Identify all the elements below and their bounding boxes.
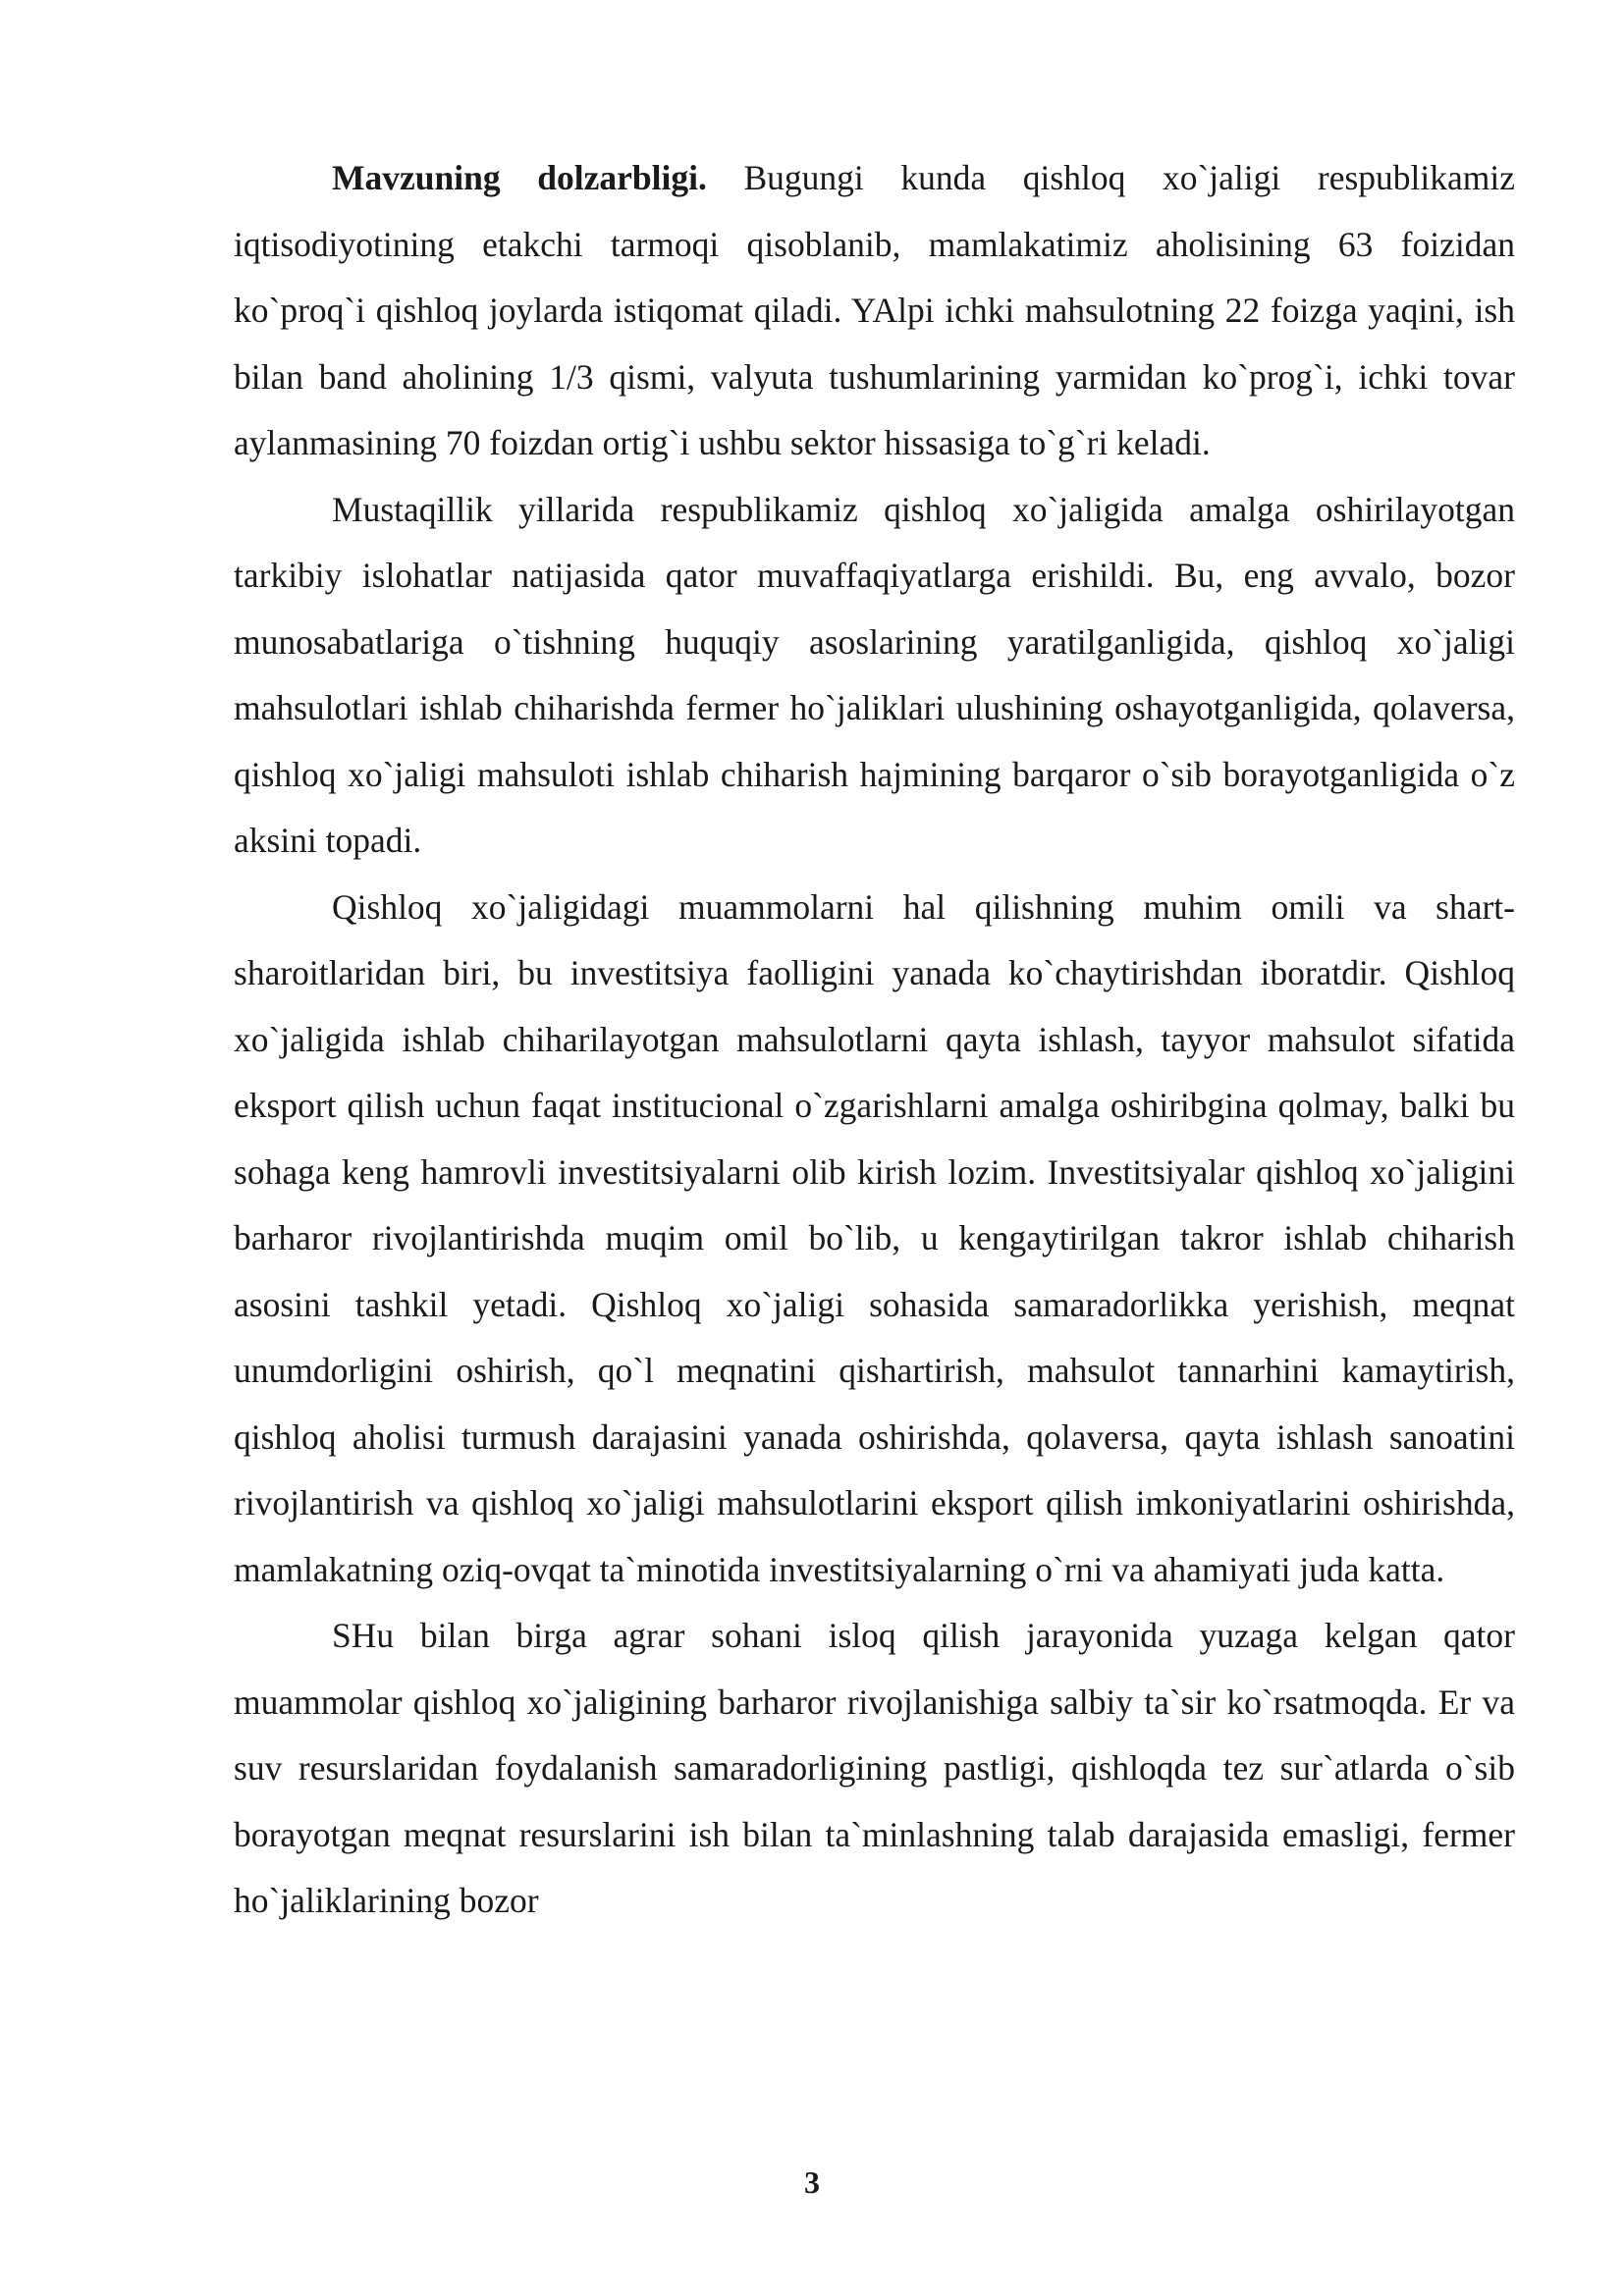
paragraph-lead-heading: Mavzuning dolzarbligi.: [332, 158, 707, 197]
paragraph-relevance: [234, 145, 1515, 477]
paragraph-problems: SHu bilan birga agrar sohani isloq qilish jarayonida yuzaga kelgan qator muammolar qishloq xo`jaligining barharor rivojlanishiga salbiy ta`sir ko`rsatmoqda. Er va suv resurslaridan foydalanish samaradorligining pastligi, qishloqda tez sur`atlarda o`sib borayotgan meqnat resurslarini ish bilan ta`minlashning talab darajasida emasligi, fermer ho`jaliklarining bozor: [234, 1616, 1515, 1920]
paragraph-text: Bugungi kunda qishloq xo`jaligi respublikamiz iqtisodiyotining etakchi tarmoqi qisoblanib, mamlakatimiz aholisining 63 foizidan ko`proq`i qishloq joylarda istiqomat qiladi. YAlpi ichki mahsulotning 22 foizga yaqini, ish bilan band aholining 1/3 qismi, valyuta tushumlarining yarmidan ko`prog`i, ichki tovar aylanmasining 70 foizdan ortig`i ushbu sektor hissasiga to`g`ri keladi.: [234, 158, 1515, 462]
page-number: 3: [804, 2164, 820, 2200]
document-body: [234, 145, 1515, 1935]
paragraph-investment: Qishloq xo`jaligidagi muammolarni hal qilishning muhim omili va shart-sharoitlaridan biri, bu investitsiya faolligini yanada ko`chaytirishdan iboratdir. Qishloq xo`jaligida ishlab chiharilayotgan mahsulotlarni qayta ishlash, tayyor mahsulot sifatida eksport qilish uchun faqat institucional o`zgarishlarni amalga oshiribgina qolmay, balki bu sohaga keng hamrovli investitsiyalarni olib kirish lozim. Investitsiyalar qishloq xo`jaligini barharor rivojlantirishda muqim omil bo`lib, u kengaytirilgan takror ishlab chiharish asosini tashkil yetadi. Qishloq xo`jaligi sohasida samaradorlikka yerishish, meqnat unumdorligini oshirish, qo`l meqnatini qishartirish, mahsulot tannarhini kamaytirish, qishloq aholisi turmush darajasini yanada oshirishda, qolaversa, qayta ishlash sanoatini rivojlantirish va qishloq xo`jaligi mahsulotlarini eksport qilish imkoniyatlarini oshirishda, mamlakatning oziq-ovqat ta`minotida investitsiyalarning o`rni va ahamiyati juda katta.: [234, 886, 1515, 1589]
paragraph-independence-reforms: Mustaqillik yillarida respublikamiz qishloq xo`jaligida amalga oshirilayotgan tarkibiy islohatlar natijasida qator muvaffaqiyatlarga erishildi. Bu, eng avvalo, bozor munosabatlariga o`tishning huquqiy asoslarining yaratilganligida, qishloq xo`jaligi mahsulotlari ishlab chiharishda fermer ho`jaliklari ulushining oshayotganligida, qolaversa, qishloq xo`jaligi mahsuloti ishlab chiharish hajmining barqaror o`sib borayotganligida o`z aksini topadi.: [234, 489, 1515, 860]
